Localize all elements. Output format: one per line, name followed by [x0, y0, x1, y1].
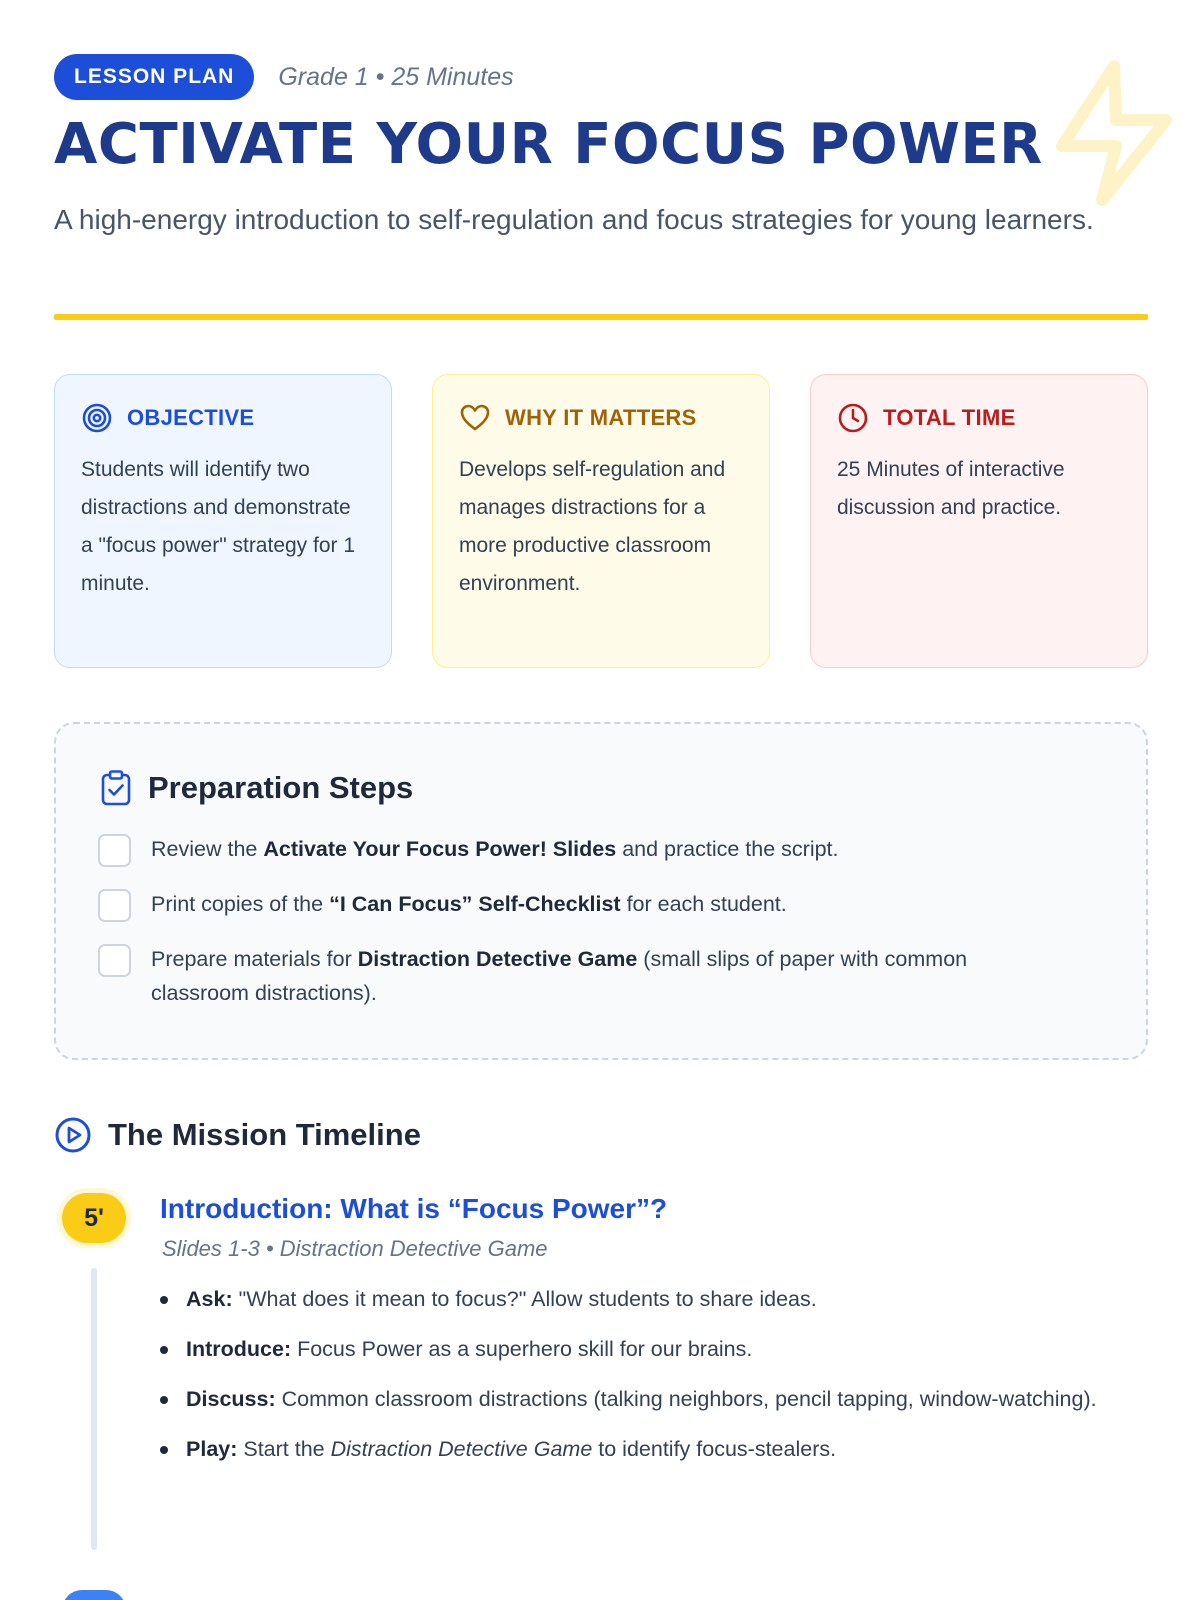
header-divider	[54, 314, 1148, 320]
summary-cards	[54, 374, 1148, 668]
next-segment-badge	[62, 1590, 126, 1600]
timeline-title: The Mission Timeline	[108, 1117, 421, 1152]
objective-card	[54, 374, 392, 668]
list-item: Play: Start the Distraction Detective Game to identify focus-stealers.	[160, 1430, 1100, 1468]
play-circle-icon	[54, 1116, 92, 1154]
clipboard-check-icon	[98, 769, 134, 807]
clock-icon	[837, 402, 869, 434]
timeline-header	[54, 1116, 421, 1154]
target-icon	[81, 402, 113, 434]
step-text: Print copies of the “I Can Focus” Self-Checklist for each student.	[151, 892, 787, 916]
grade-duration: Grade 1 • 25 Minutes	[278, 62, 514, 91]
card-title: TOTAL TIME	[883, 405, 1016, 430]
step-text: Review the Activate Your Focus Power! Slides and practice the script.	[151, 837, 839, 861]
duration-badge: 5'	[62, 1193, 126, 1243]
step-text: Prepare materials for Distraction Detective Game (small slips of paper with common classroom distractions).	[151, 947, 968, 1005]
timeline-line	[91, 1268, 97, 1550]
step-checkbox[interactable]	[98, 834, 131, 867]
segment-title: Introduction: What is “Focus Power”?	[160, 1193, 668, 1224]
total-time-card	[810, 374, 1148, 668]
page-title: ACTIVATE YOUR FOCUS POWER	[54, 112, 1043, 177]
segment-meta: Slides 1-3 • Distraction Detective Game	[162, 1236, 548, 1261]
header-meta	[54, 54, 514, 100]
card-title: OBJECTIVE	[127, 405, 255, 430]
list-item: Discuss: Common classroom distractions (talking neighbors, pencil tapping, window-watching).	[160, 1380, 1100, 1418]
heart-icon	[459, 402, 491, 434]
lightning-bolt-icon	[1054, 58, 1194, 208]
prep-step	[98, 887, 1104, 922]
preparation-steps	[54, 722, 1148, 1060]
preparation-title: Preparation Steps	[148, 770, 414, 805]
prep-step	[98, 942, 1104, 1010]
step-checkbox[interactable]	[98, 889, 131, 922]
card-body: 25 Minutes of interactive discussion and practice.	[837, 458, 1065, 519]
lesson-plan-pill: LESSON PLAN	[54, 54, 254, 100]
card-body: Develops self-regulation and manages distractions for a more productive classroom environment.	[459, 458, 726, 595]
segment-activities	[160, 1280, 1100, 1480]
why-it-matters-card	[432, 374, 770, 668]
prep-step	[98, 832, 1104, 867]
card-title: WHY IT MATTERS	[505, 405, 697, 430]
page-subtitle: A high-energy introduction to self-regulation and focus strategies for young learners.	[54, 204, 1094, 235]
step-checkbox[interactable]	[98, 944, 131, 977]
list-item: Ask: "What does it mean to focus?" Allow students to share ideas.	[160, 1280, 1100, 1318]
card-body: Students will identify two distractions and demonstrate a "focus power" strategy for 1 minute.	[81, 458, 356, 595]
list-item: Introduce: Focus Power as a superhero skill for our brains.	[160, 1330, 1100, 1368]
